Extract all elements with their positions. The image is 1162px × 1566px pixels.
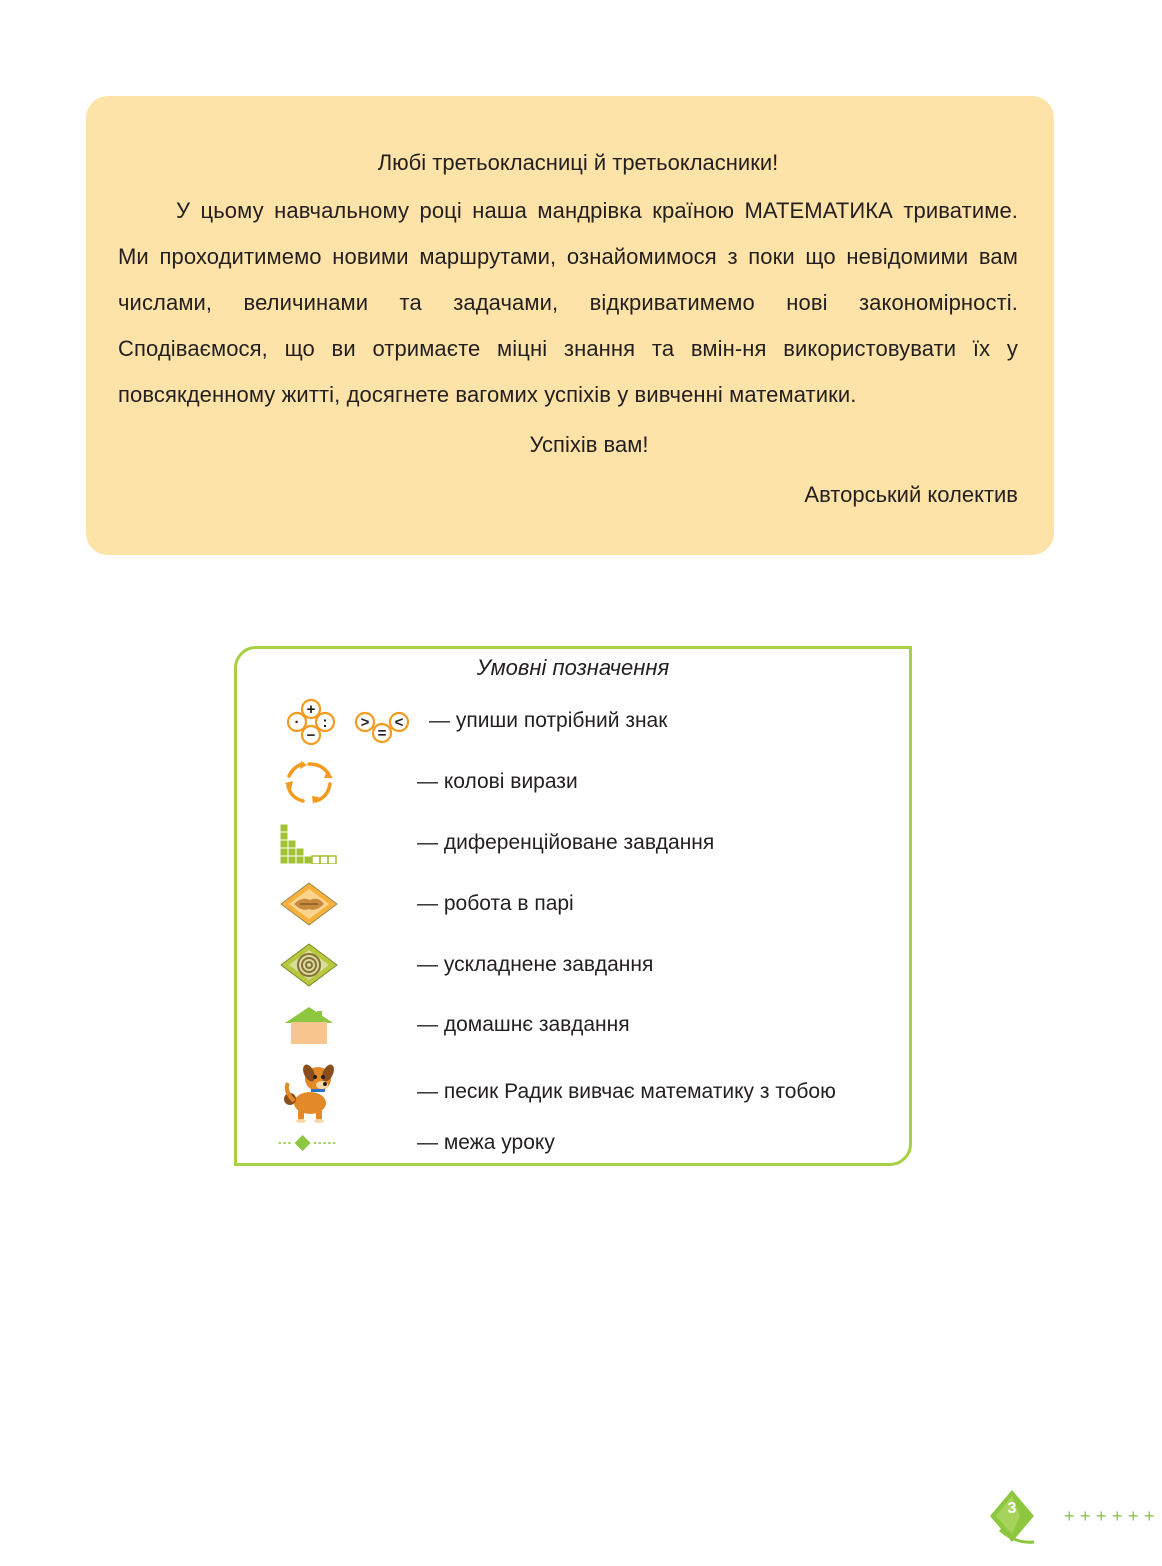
legend-item-signs: [277, 697, 667, 745]
legend-label-pair: — робота в парі: [417, 892, 574, 915]
svg-text:+: +: [1112, 1506, 1123, 1526]
sign-minus: −: [306, 727, 316, 744]
legend-label-circular: — колові вирази: [417, 770, 578, 793]
svg-text:+: +: [1080, 1506, 1091, 1526]
legend-label-signs: — упиши потрібний знак: [429, 709, 668, 732]
maze-icon: [277, 941, 341, 989]
sign-greater: >: [360, 714, 370, 731]
legend-item-dog: [277, 1062, 836, 1122]
legend-label-dog: — песик Радик вивчає математику з тобою: [417, 1080, 836, 1103]
svg-text:+: +: [1128, 1506, 1139, 1526]
lesson-border-icon: [277, 1123, 341, 1163]
sign-plus: +: [306, 701, 316, 718]
legend-item-pair: [277, 880, 574, 928]
page-number-marker: [976, 1486, 1162, 1566]
legend-label-homework: — домашнє завдання: [417, 1013, 630, 1036]
legend-label-border: — межа уроку: [417, 1131, 555, 1154]
letter-body: У цьому навчальному році наша мандрівка країною МАТЕМАТИКА триватиме. Ми проходитимемо новими маршрутами, ознайомимося з поки що невідомими вам числами, величинами та задачами, відкриватимемо нові закономірності. Сподіваємося, що ви отримаєте міцні знання та вмін-ня використовувати їх у повсякденному житті, досягнете вагомих успіхів у вивченні математики.: [118, 198, 1018, 407]
legend-item-homework: [277, 1001, 630, 1049]
legend-item-differentiated: [277, 819, 714, 867]
sign-dot: ·: [294, 714, 300, 731]
legend-item-border: [277, 1123, 555, 1163]
svg-text:+: +: [1096, 1506, 1107, 1526]
sign-colon: :: [322, 714, 328, 731]
sign-equal: =: [377, 725, 387, 742]
sign-less: <: [394, 714, 404, 731]
legend-title: Умовні позначення: [476, 655, 670, 680]
page-number: 3: [1007, 1500, 1017, 1517]
handshake-icon: [277, 880, 341, 928]
letter-signature: Авторський колектив: [804, 482, 1018, 507]
sign-icons: [277, 697, 415, 745]
letter-wish: Успіхів вам!: [529, 432, 649, 457]
legend-item-circular: [277, 758, 578, 806]
legend-box: [234, 646, 912, 1166]
letter-greeting: Любі третьокласниці й третьокласники!: [377, 150, 779, 175]
letter-box: [86, 96, 1054, 555]
svg-text:+: +: [1144, 1506, 1155, 1526]
house-icon: [277, 1001, 341, 1049]
stairs-blocks-icon: [277, 819, 341, 867]
svg-text:+: +: [1064, 1506, 1075, 1526]
legend-label-complex: — ускладнене завдання: [417, 953, 654, 976]
circular-arrows-icon: [277, 758, 341, 806]
dog-icon: [277, 1062, 341, 1122]
legend-label-differentiated: — диференційоване завдання: [417, 831, 715, 854]
legend-item-complex: [277, 941, 653, 989]
